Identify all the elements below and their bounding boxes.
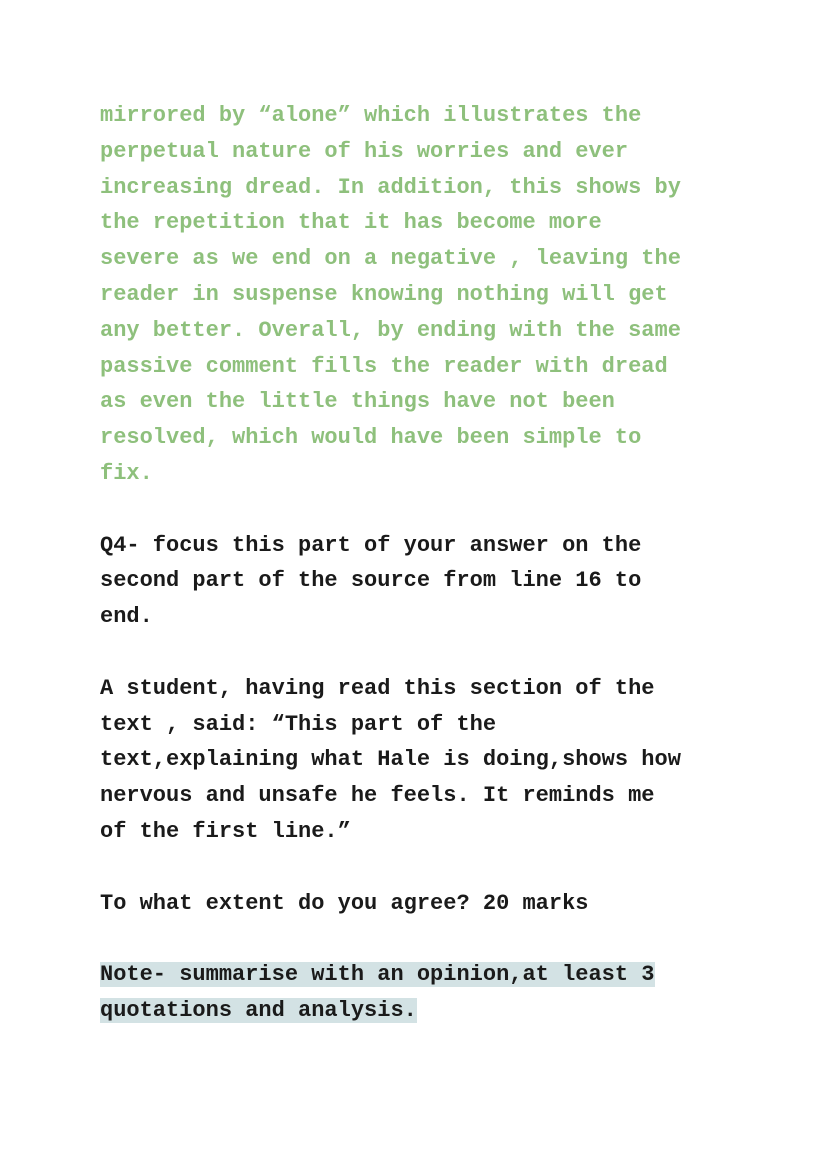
student-quote-line: text , said: “This part of the	[100, 711, 497, 737]
answer-line: as even the little things have not been	[100, 389, 615, 415]
student-quote-line: nervous and unsafe he feels. It reminds me	[100, 783, 655, 809]
question-paragraph	[100, 528, 760, 635]
answer-line: increasing dread. In addition, this shows by	[100, 174, 681, 200]
note-line	[100, 993, 760, 1029]
answer-line: the repetition that it has become more	[100, 210, 602, 236]
question-line: Q4- focus this part of your answer on the	[100, 532, 642, 558]
note-line	[100, 957, 760, 993]
student-quote-paragraph	[100, 671, 760, 850]
answer-paragraph	[100, 98, 760, 492]
answer-line: severe as we end on a negative , leaving the	[100, 246, 681, 272]
student-quote-line: of the first line.”	[100, 818, 351, 844]
prompt-line: To what extent do you agree? 20 marks	[100, 890, 589, 916]
answer-line: mirrored by “alone” which illustrates the	[100, 103, 642, 128]
answer-line: perpetual nature of his worries and ever	[100, 138, 629, 164]
answer-line: passive comment fills the reader with dread	[100, 353, 668, 379]
note-highlight: Note- summarise with an opinion,at least 3	[100, 962, 655, 988]
note-highlight: quotations and analysis.	[100, 997, 417, 1023]
answer-line: any better. Overall, by ending with the same	[100, 317, 681, 343]
student-quote-line: text,explaining what Hale is doing,shows how	[100, 747, 681, 773]
student-quote-line: A student, having read this section of the	[100, 675, 655, 701]
answer-line: reader in suspense knowing nothing will get	[100, 281, 668, 307]
question-line: end.	[100, 604, 153, 630]
note-paragraph	[100, 957, 760, 1029]
answer-line: fix.	[100, 460, 153, 486]
question-line: second part of the source from line 16 to	[100, 568, 642, 594]
answer-line: resolved, which would have been simple to	[100, 425, 642, 451]
document-content	[100, 98, 760, 1065]
prompt-paragraph	[100, 886, 760, 922]
